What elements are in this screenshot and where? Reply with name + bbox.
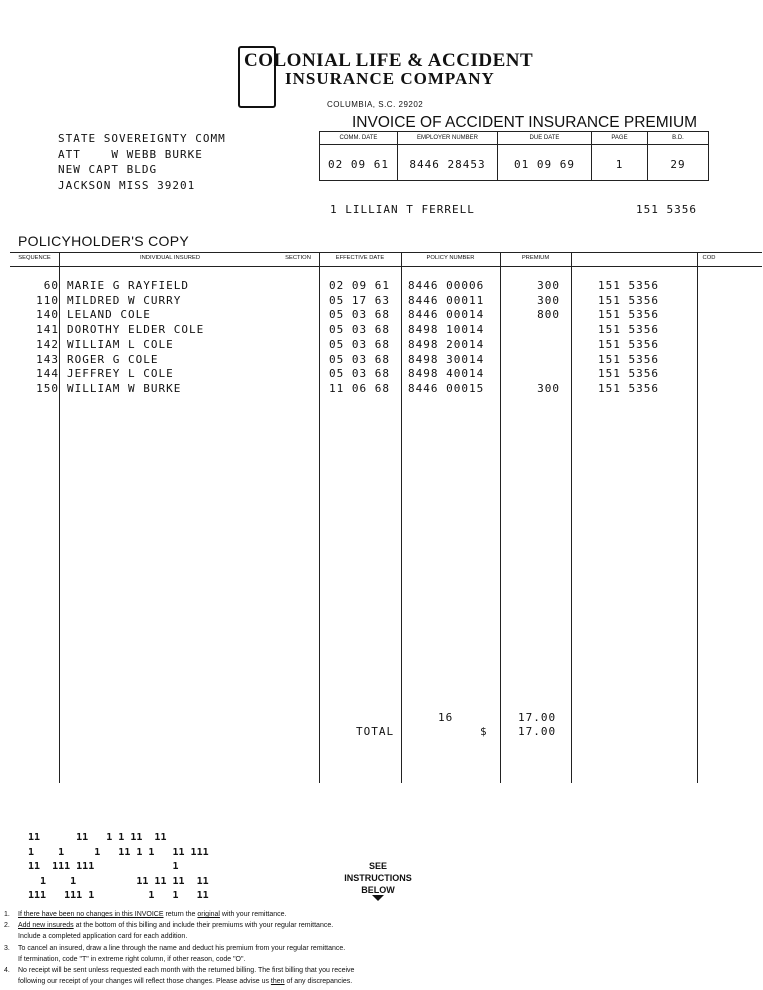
insured-table (10, 252, 762, 783)
total-count: 16 (438, 711, 454, 724)
total-label: TOTAL (356, 725, 395, 738)
table-row (10, 323, 762, 338)
sequence-cell: 141 (36, 323, 59, 337)
effective-date-cell: 05 03 68 (329, 323, 390, 337)
insured-name-cell: DOROTHY ELDER COLE (67, 323, 205, 337)
insured-name-cell: LELAND COLE (67, 308, 151, 322)
effective-date-cell: 05 03 68 (329, 308, 390, 322)
due-date-value: 01 09 69 (514, 158, 575, 171)
comm-date-cell (320, 132, 398, 180)
company-city: COLUMBIA, S.C. 29202 (327, 100, 424, 109)
agent-number-cell: 151 5356 (598, 381, 659, 395)
instruction-line (4, 920, 484, 931)
insured-name-cell: ROGER G COLE (67, 352, 159, 366)
premium-cell: 300 (537, 279, 560, 292)
policy-number-cell: 8498 20014 (408, 337, 485, 351)
col-header-effective-date: EFFECTIVE DATE (335, 255, 385, 261)
due-date-label: DUE DATE (498, 132, 591, 145)
policy-number-cell: 8498 10014 (408, 323, 485, 337)
agent-number-cell: 151 5356 (598, 337, 659, 351)
bd-cell (648, 132, 708, 180)
address-line: ATT W WEBB BURKE (58, 147, 203, 161)
total-amount-due: 17.00 (518, 725, 557, 738)
insured-name-cell: JEFFREY L COLE (67, 367, 174, 381)
policy-number-cell: 8498 40014 (408, 367, 485, 381)
scan-code-marks: 11 11 1 1 11 11 1 1 1 11 1 1 11 111 11 111 111 1 1 1 11 11 11 11 111 111 1 1 1 11 (28, 832, 209, 902)
premium-cell: 300 (537, 381, 560, 395)
instruction-text: If termination, code "T" in extreme right column, if other reason, code "O". (18, 955, 246, 963)
employer-number-label: EMPLOYER NUMBER (398, 132, 497, 145)
policy-number-cell: 8446 00011 (408, 293, 485, 307)
agent-number-cell: 151 5356 (598, 308, 659, 322)
effective-date-cell: 05 17 63 (329, 293, 390, 307)
total-currency: $ (480, 725, 488, 738)
instruction-text-underlined: original (197, 911, 220, 918)
instruction-text: at the bottom of this billing and include their premiums with your regular remittance. (73, 922, 334, 930)
see-line: BELOW (361, 885, 395, 895)
col-header-section: SECTION (285, 255, 311, 261)
instruction-line (4, 943, 484, 954)
table-row (10, 279, 762, 294)
table-row (10, 367, 762, 382)
agent-number: 151 5356 (636, 203, 697, 216)
table-row (10, 382, 762, 397)
table-row (10, 294, 762, 309)
employer-number-cell (398, 132, 498, 180)
instruction-line (4, 976, 484, 987)
policy-number-cell: 8446 00014 (408, 308, 485, 322)
instruction-text-underlined: If there have been no changes in this INVOICE (18, 911, 164, 918)
instruction-line (4, 965, 484, 976)
col-header-code: COD (702, 255, 716, 261)
mailing-address (58, 131, 226, 193)
instruction-text-underlined: then (270, 978, 285, 986)
insured-name-cell: WILLIAM W BURKE (67, 381, 182, 395)
copy-label: POLICYHOLDER'S COPY (18, 233, 189, 249)
comm-date-label: COMM. DATE (320, 132, 397, 145)
address-line: NEW CAPT BLDG (58, 163, 158, 176)
instruction-line (4, 931, 484, 942)
sequence-cell: 60 (43, 279, 59, 292)
instruction-text: Include a completed application card for each addition. (18, 933, 188, 941)
policy-number-cell: 8446 00006 (408, 279, 485, 292)
instruction-text: To cancel an insured, draw a line through the name and deduct his premium from your regular remittance. (18, 944, 346, 952)
total-amount: 17.00 (518, 711, 557, 724)
policy-number-cell: 8446 00015 (408, 381, 485, 395)
page-label: PAGE (592, 132, 647, 145)
col-header-premium: PREMIUM (521, 255, 550, 261)
sequence-cell: 110 (36, 293, 59, 307)
table-row (10, 308, 762, 323)
table-row (10, 338, 762, 353)
sequence-cell: 140 (36, 308, 59, 322)
instruction-text: return the (163, 911, 198, 918)
sequence-cell: 144 (36, 367, 59, 381)
col-header-sequence: SEQUENCE (18, 255, 51, 261)
instruction-text: following our receipt of your changes will reflect those changes. Please advise us (18, 978, 271, 986)
agent-number-cell: 151 5356 (598, 323, 659, 337)
agent-name: 1 LILLIAN T FERRELL (330, 203, 475, 216)
insured-name-cell: WILLIAM L COLE (67, 337, 174, 351)
agent-number-cell: 151 5356 (598, 367, 659, 381)
instruction-number: 4. (4, 967, 10, 975)
effective-date-cell: 05 03 68 (329, 352, 390, 366)
instruction-line (4, 909, 484, 920)
col-header-insured: INDIVIDUAL INSURED (139, 255, 201, 261)
col-header-policy-number: POLICY NUMBER (426, 255, 475, 261)
sequence-cell: 142 (36, 337, 59, 351)
policy-number-cell: 8498 30014 (408, 352, 485, 366)
due-date-cell (498, 132, 592, 180)
company-name-line1: COLONIAL LIFE & ACCIDENT (244, 50, 534, 71)
table-header-divider (10, 266, 762, 267)
see-instructions (342, 860, 414, 896)
instruction-text-underlined: Add new insureds (18, 922, 74, 930)
agent-number-cell: 151 5356 (598, 352, 659, 366)
sequence-cell: 143 (36, 352, 59, 366)
bd-label: B.D. (648, 132, 708, 145)
insured-name-cell: MILDRED W CURRY (67, 293, 182, 307)
company-name-line2: INSURANCE COMPANY (285, 69, 495, 88)
instruction-number: 1. (4, 911, 10, 918)
effective-date-cell: 05 03 68 (329, 337, 390, 351)
table-row (10, 353, 762, 368)
sequence-cell: 150 (36, 381, 59, 395)
instruction-line (4, 954, 484, 965)
comm-date-value: 02 09 61 (328, 158, 389, 171)
invoice-header-box (319, 131, 709, 181)
see-line: INSTRUCTIONS (344, 873, 412, 883)
instructions-list (4, 909, 484, 987)
instruction-text: No receipt will be sent unless requested each month with the returned billing. The first billing that you receive (18, 967, 355, 975)
instruction-number: 2. (4, 922, 10, 930)
agent-number-cell: 151 5356 (598, 293, 659, 307)
employer-number-value: 8446 28453 (409, 158, 486, 171)
instruction-number: 3. (4, 944, 10, 952)
instruction-text: with your remittance. (219, 911, 287, 918)
effective-date-cell: 02 09 61 (329, 279, 390, 292)
see-line: SEE (368, 861, 387, 871)
page-value: 1 (615, 158, 624, 171)
effective-date-cell: 11 06 68 (329, 381, 390, 395)
premium-cell: 800 (537, 308, 560, 322)
arrow-down-icon (372, 895, 384, 901)
page-cell (592, 132, 648, 180)
agent-number-cell: 151 5356 (598, 279, 659, 292)
premium-cell: 300 (537, 293, 560, 307)
effective-date-cell: 05 03 68 (329, 367, 390, 381)
invoice-title: INVOICE OF ACCIDENT INSURANCE PREMIUM (352, 114, 698, 131)
insured-name-cell: MARIE G RAYFIELD (67, 279, 189, 292)
bd-value: 29 (670, 158, 686, 171)
address-line: STATE SOVEREIGNTY COMM (58, 132, 226, 145)
instruction-text: of any discrepancies. (284, 978, 353, 986)
table-top-border (10, 252, 762, 253)
address-line: JACKSON MISS 39201 (58, 178, 196, 192)
